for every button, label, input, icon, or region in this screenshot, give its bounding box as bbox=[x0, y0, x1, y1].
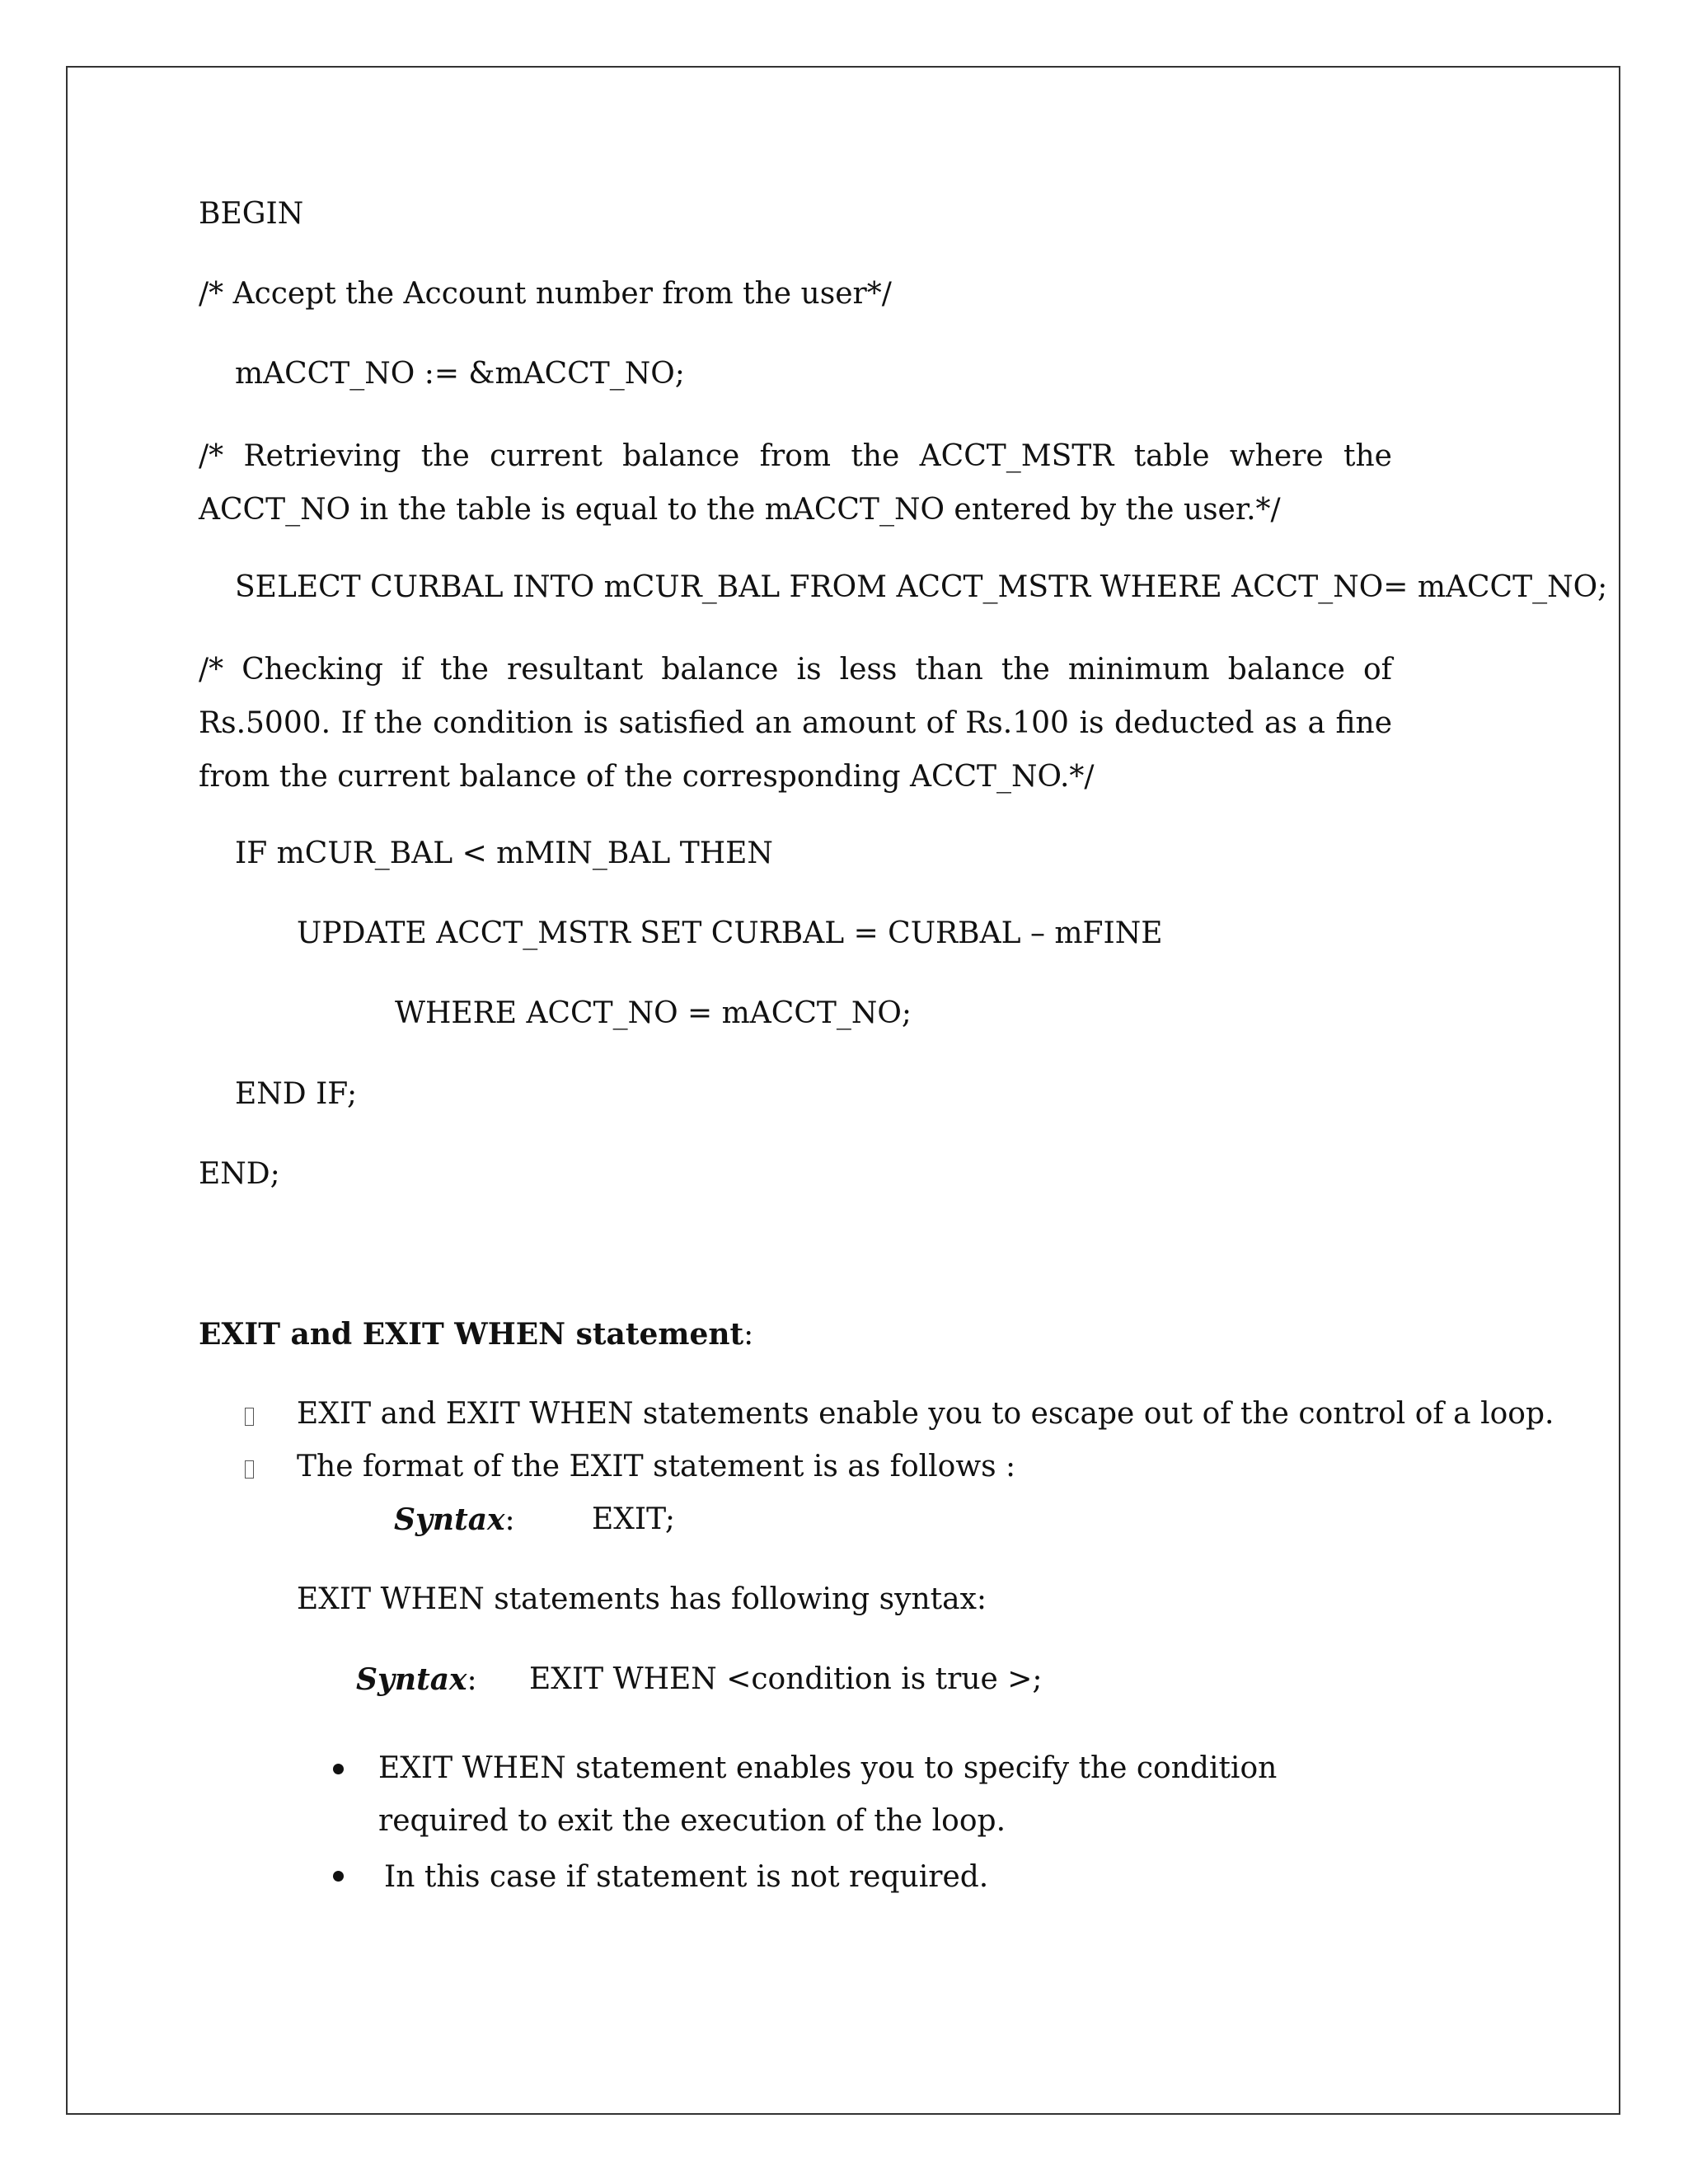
syntax-colon: : bbox=[504, 1503, 515, 1537]
syntax-exit-when-value: EXIT WHEN <condition is true >; bbox=[529, 1662, 1043, 1696]
bullet-item: EXIT and EXIT WHEN statements enable you to escape out of the control of a loop. bbox=[297, 1397, 1554, 1431]
code-end-if: END IF; bbox=[235, 1077, 358, 1111]
code-where: WHERE ACCT_NO = mACCT_NO; bbox=[395, 996, 912, 1030]
sub-bullet-item: EXIT WHEN statement enables you to specify the condition required to exit the execution of the loop. bbox=[378, 1751, 1278, 1838]
syntax-exit bbox=[394, 1502, 515, 1539]
code-assign: mACCT_NO := &mACCT_NO; bbox=[235, 357, 685, 391]
code-comment-accept: /* Accept the Account number from the user*/ bbox=[199, 277, 892, 311]
syntax-label: Syntax bbox=[356, 1662, 467, 1697]
code-if: IF mCUR_BAL < mMIN_BAL THEN bbox=[235, 837, 773, 870]
bullet-item: The format of the EXIT statement is as follows : bbox=[297, 1450, 1016, 1483]
syntax-exit-when bbox=[356, 1661, 477, 1699]
exit-when-intro: EXIT WHEN statements has following syntax: bbox=[297, 1582, 987, 1616]
code-comment-retrieve: /* Retrieving the current balance from the ACCT_MSTR table where the ACCT_NO in the table is equal to the mACCT_NO entered by the user.*/ bbox=[199, 439, 1392, 527]
missing-glyph-bullet-icon bbox=[245, 1408, 254, 1426]
bullet-dot-icon bbox=[333, 1871, 344, 1882]
bullet-dot-icon bbox=[333, 1764, 344, 1774]
code-end: END; bbox=[199, 1157, 280, 1191]
missing-glyph-bullet-icon bbox=[245, 1460, 254, 1479]
code-update: UPDATE ACCT_MSTR SET CURBAL = CURBAL – mFINE bbox=[297, 916, 1163, 950]
code-comment-check: /* Checking if the resultant balance is less than the minimum balance of Rs.5000. If the condition is satisfied an amount of Rs.100 is deducted as a fine from the current balance of the corresponding ACCT_NO.*/ bbox=[199, 653, 1392, 794]
syntax-colon: : bbox=[467, 1663, 477, 1697]
syntax-label: Syntax bbox=[394, 1502, 505, 1537]
syntax-exit-value: EXIT; bbox=[592, 1502, 675, 1536]
code-begin: BEGIN bbox=[199, 197, 304, 231]
sub-bullet-item: In this case if statement is not required. bbox=[384, 1860, 989, 1894]
code-select: SELECT CURBAL INTO mCUR_BAL FROM ACCT_MSTR WHERE ACCT_NO= mACCT_NO; bbox=[235, 570, 1608, 604]
section-heading-text: EXIT and EXIT WHEN statement bbox=[199, 1317, 744, 1352]
section-heading bbox=[199, 1316, 753, 1353]
section-heading-colon: : bbox=[743, 1318, 754, 1352]
